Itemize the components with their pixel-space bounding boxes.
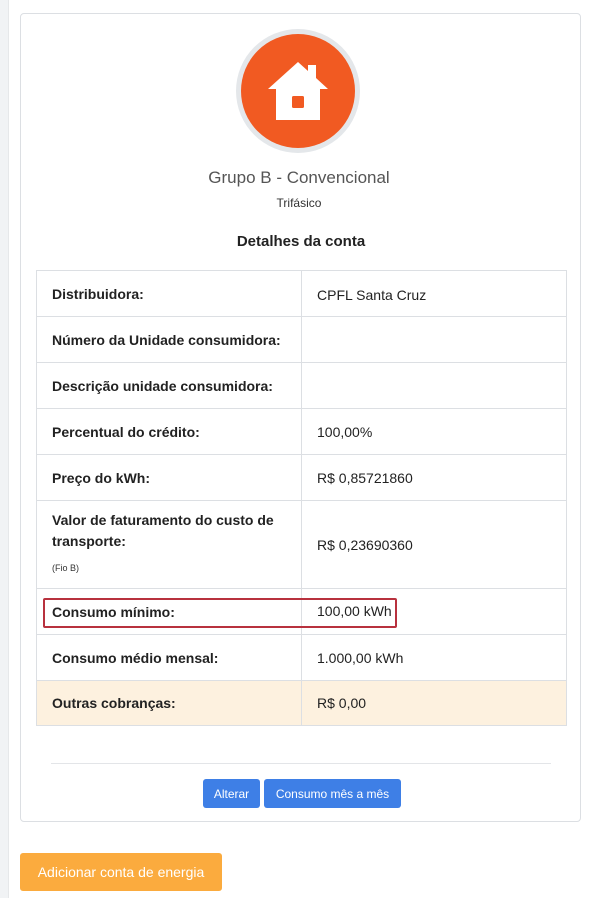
row-label: Preço do kWh:	[37, 455, 302, 501]
row-value: R$ 0,85721860	[302, 455, 567, 501]
phase-label: Trifásico	[276, 196, 322, 210]
row-label: Consumo mínimo:	[37, 589, 302, 635]
avatar	[241, 34, 355, 148]
table-row	[37, 271, 567, 317]
group-title: Grupo B - Convencional	[208, 168, 390, 187]
table-row	[37, 455, 567, 501]
row-label-cell	[37, 501, 302, 589]
row-note: (Fio B)	[52, 563, 79, 573]
home-icon	[263, 56, 333, 126]
row-label: Consumo médio mensal:	[37, 635, 302, 681]
row-value: 1.000,00 kWh	[302, 635, 567, 681]
consumo-mes-a-mes-button[interactable]: Consumo mês a mês	[264, 779, 401, 808]
table-row	[37, 501, 567, 589]
highlight-annotation	[43, 598, 397, 628]
row-value: R$ 0,00	[302, 681, 567, 726]
add-energy-account-button[interactable]: Adicionar conta de energia	[20, 853, 222, 891]
section-title: Detalhes da conta	[236, 233, 366, 250]
row-value: 100,00%	[302, 409, 567, 455]
row-value: 100,00 kWh	[302, 589, 567, 635]
alterar-button[interactable]: Alterar	[203, 779, 260, 808]
row-value	[302, 363, 567, 409]
row-value	[302, 317, 567, 363]
table-row	[37, 317, 567, 363]
row-label: Outras cobranças:	[37, 681, 302, 726]
row-value: R$ 0,23690360	[302, 501, 567, 589]
row-label: Distribuidora:	[37, 271, 302, 317]
row-label: Percentual do crédito:	[37, 409, 302, 455]
row-label: Número da Unidade consumidora:	[37, 317, 302, 363]
row-label: Valor de faturamento do custo de transporte:	[52, 512, 274, 549]
row-value: CPFL Santa Cruz	[302, 271, 567, 317]
table-row	[37, 635, 567, 681]
row-label: Descrição unidade consumidora:	[37, 363, 302, 409]
table-row	[37, 681, 567, 726]
account-details-table	[36, 270, 567, 726]
divider	[51, 763, 551, 764]
left-sidebar-edge	[0, 0, 9, 898]
table-row	[37, 409, 567, 455]
table-row	[37, 363, 567, 409]
